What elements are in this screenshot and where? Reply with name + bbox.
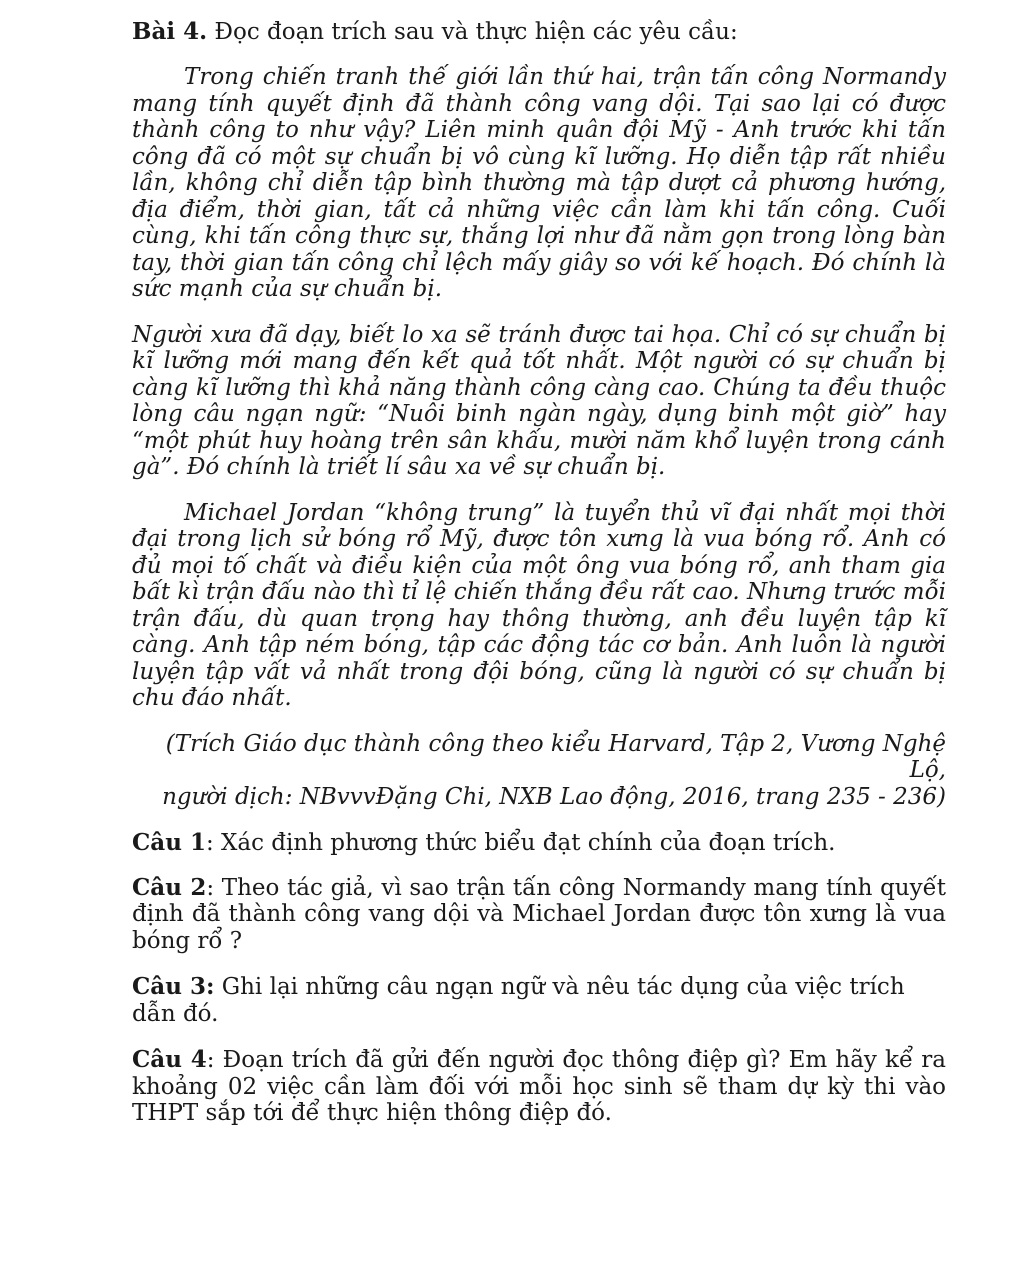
question-1 bbox=[132, 830, 946, 857]
source-line-1: (Trích Giáo dục thành công theo kiểu Harvard, Tập 2, Vương Nghệ Lộ, bbox=[165, 730, 946, 783]
excerpt-source-citation bbox=[132, 731, 946, 811]
source-line-2: người dịch: NBvvvĐặng Chi, NXB Lao động, 2016, trang 235 - 236) bbox=[162, 783, 946, 810]
question-3-text: Ghi lại những câu ngạn ngữ và nêu tác dụng của việc trích dẫn đó. bbox=[132, 974, 905, 1027]
exercise-heading bbox=[132, 16, 946, 48]
excerpt-paragraph-jordan: Michael Jordan “không trung” là tuyển thủ vĩ đại nhất mọi thời đại trong lịch sử bóng rổ Mỹ, được tôn xưng là vua bóng rổ. Anh có đủ mọi tố chất và điều kiện của một ông vua bóng rổ, anh tham gia bất kì trận đấu nào thì tỉ lệ chiến thắng đều rất cao. Nhưng trước mỗi trận đấu, dù quan trọng hay thông thường, anh đều luyện tập kĩ càng. Anh tập ném bóng, tập các động tác cơ bản. Anh luôn là người luyện tập vất vả nhất trong đội bóng, cũng là người có sự chuẩn bị chu đáo nhất. bbox=[132, 499, 946, 711]
question-3 bbox=[132, 974, 946, 1027]
exercise-number: Bài 4. bbox=[132, 18, 208, 45]
question-1-text: : Xác định phương thức biểu đạt chính của đoạn trích. bbox=[205, 830, 836, 856]
exercise-instruction: Đọc đoạn trích sau và thực hiện các yêu cầu: bbox=[207, 19, 738, 45]
question-4 bbox=[132, 1047, 946, 1127]
excerpt-paragraph-normandy: Trong chiến tranh thế giới lần thứ hai, trận tấn công Normandy mang tính quyết định đã thành công vang dội. Tại sao lại có được thành công to như vậy? Liên minh quân đội Mỹ - Anh trước khi tấn công đã có một sự chuẩn bị vô cùng kĩ lưỡng. Họ diễn tập rất nhiều lần, không chỉ diễn tập bình thường mà tập dượt cả phương hướng, địa điểm, thời gian, tất cả những việc cần làm khi tấn công. Cuối cùng, khi tấn công thực sự, thắng lợi như đã nằm gọn trong lòng bàn tay, thời gian tấn công chỉ lệch mấy giây so với kế hoạch. Đó chính là sức mạnh của sự chuẩn bị. bbox=[132, 64, 946, 302]
excerpt-paragraph-proverbs: Người xưa đã dạy, biết lo xa sẽ tránh được tai họa. Chỉ có sự chuẩn bị kĩ lưỡng mới mang đến kết quả tốt nhất. Một người có sự chuẩn bị càng kĩ lưỡng thì khả năng thành công càng cao. Chúng ta đều thuộc lòng câu ngạn ngữ: “Nuôi binh ngàn ngày, dụng binh một giờ” hay “một phút huy hoàng trên sân khấu, mười năm khổ luyện trong cánh gà”. Đó chính là triết lí sâu xa về sự chuẩn bị. bbox=[132, 321, 946, 480]
question-4-text: : Đoạn trích đã gửi đến người đọc thông điệp gì? Em hãy kể ra khoảng 02 việc cần làm đối với mỗi học sinh sẽ tham dự kỳ thi vào THPT sắp tới để thực hiện thông điệp đó. bbox=[132, 1047, 946, 1126]
question-2-label: Câu 2 bbox=[132, 873, 207, 901]
question-2-text: : Theo tác giả, vì sao trận tấn công Normandy mang tính quyết định đã thành công vang dội và Michael Jordan được tôn xưng là vua bóng rổ ? bbox=[132, 874, 946, 954]
question-4-label: Câu 4 bbox=[132, 1046, 207, 1073]
question-1-label: Câu 1 bbox=[132, 829, 206, 856]
question-3-label: Câu 3: bbox=[132, 973, 215, 1000]
question-2 bbox=[132, 875, 946, 955]
document-page bbox=[132, 16, 946, 1147]
